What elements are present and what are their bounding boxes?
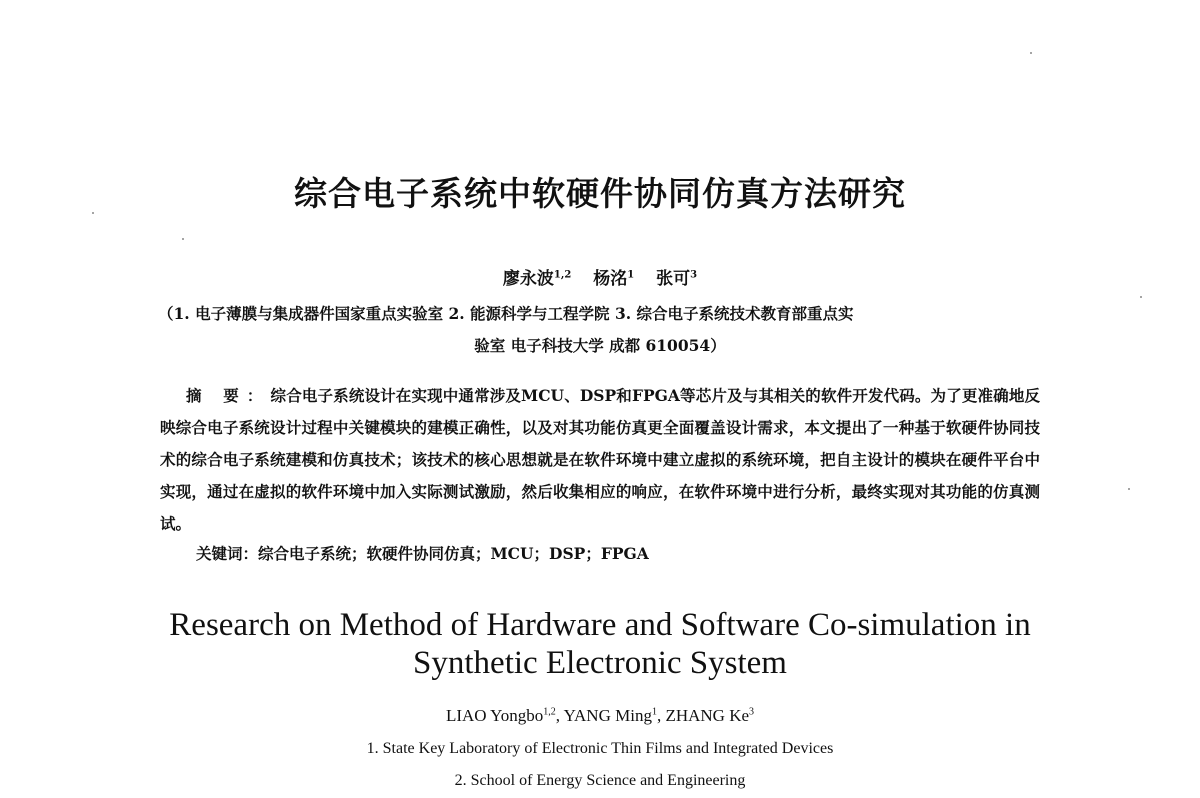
chinese-affiliation-line-1: （1. 电子薄膜与集成器件国家重点实验室 2. 能源科学与工程学院 3. 综合电子系统技术教育部重点实 xyxy=(158,304,854,323)
english-affiliation-2: 2. School of Energy Science and Engineering xyxy=(454,772,746,789)
abstract-text: 综合电子系统设计在实现中通常涉及MCU、DSP和FPGA等芯片及与其相关的软件开发代码。为了更准确地反映综合电子系统设计过程中关键模块的建模正确性，以及对其功能仿真更全面覆盖设计需求，本文提出了一种基于软硬件协同技术的综合电子系统建模和仿真技术；该技术的核心思想就是在软件环境中建立虚拟的系统环境，把自主设计的模块在硬件平台中实现，通过在虚拟的软件环境中加入实际测试激励，然后收集相应的响应，在软件环境中进行分析，最终实现对其功能的仿真测试。 xyxy=(160,386,1040,533)
chinese-author-2 xyxy=(593,269,634,289)
abstract-label: 摘 要： xyxy=(186,386,271,405)
english-author-1 xyxy=(446,706,564,725)
english-title-line-2: Synthetic Electronic System xyxy=(413,645,787,681)
keywords-label: 关键词： xyxy=(196,544,259,563)
chinese-abstract xyxy=(160,380,1040,540)
author-separator: , xyxy=(656,706,666,725)
scan-speck xyxy=(92,212,94,214)
chinese-affiliations xyxy=(140,298,1060,362)
author-name: 杨洺 xyxy=(593,269,628,289)
chinese-authors xyxy=(0,264,1200,289)
scan-speck xyxy=(182,238,184,240)
english-affiliation-1: 1. State Key Laboratory of Electronic Thin Films and Integrated Devices xyxy=(366,740,834,757)
author-affiliation-mark: 3 xyxy=(749,706,755,718)
chinese-affiliation-line-2: 验室 电子科技大学 成都 610054） xyxy=(474,336,726,355)
author-affiliation-mark: 1,2 xyxy=(553,269,572,281)
chinese-title: 综合电子系统中软硬件协同仿真方法研究 xyxy=(294,174,906,213)
keywords-text: 综合电子系统；软硬件协同仿真；MCU；DSP；FPGA xyxy=(258,544,649,563)
chinese-author-3 xyxy=(656,269,697,289)
english-authors xyxy=(0,706,1200,726)
chinese-keywords xyxy=(196,542,1036,564)
chinese-author-1 xyxy=(503,269,571,289)
english-author-3 xyxy=(665,706,754,725)
author-name: YANG Ming xyxy=(563,706,652,725)
english-title xyxy=(0,606,1200,682)
author-affiliation-mark: 1 xyxy=(651,706,657,718)
author-affiliation-mark: 3 xyxy=(690,269,698,281)
author-name: LIAO Yongbo xyxy=(445,706,544,725)
scan-speck xyxy=(1030,52,1032,54)
author-name: 张可 xyxy=(656,269,691,289)
author-affiliation-mark: 1,2 xyxy=(543,706,556,718)
author-separator: , xyxy=(555,706,564,725)
author-name: 廖永波 xyxy=(502,269,554,289)
author-affiliation-mark: 1 xyxy=(627,269,635,281)
english-title-line-1: Research on Method of Hardware and Software Co-simulation in xyxy=(169,607,1031,643)
scan-speck xyxy=(1128,488,1130,490)
scan-speck xyxy=(1140,296,1142,298)
author-name: ZHANG Ke xyxy=(665,706,750,725)
english-author-2 xyxy=(564,706,666,725)
